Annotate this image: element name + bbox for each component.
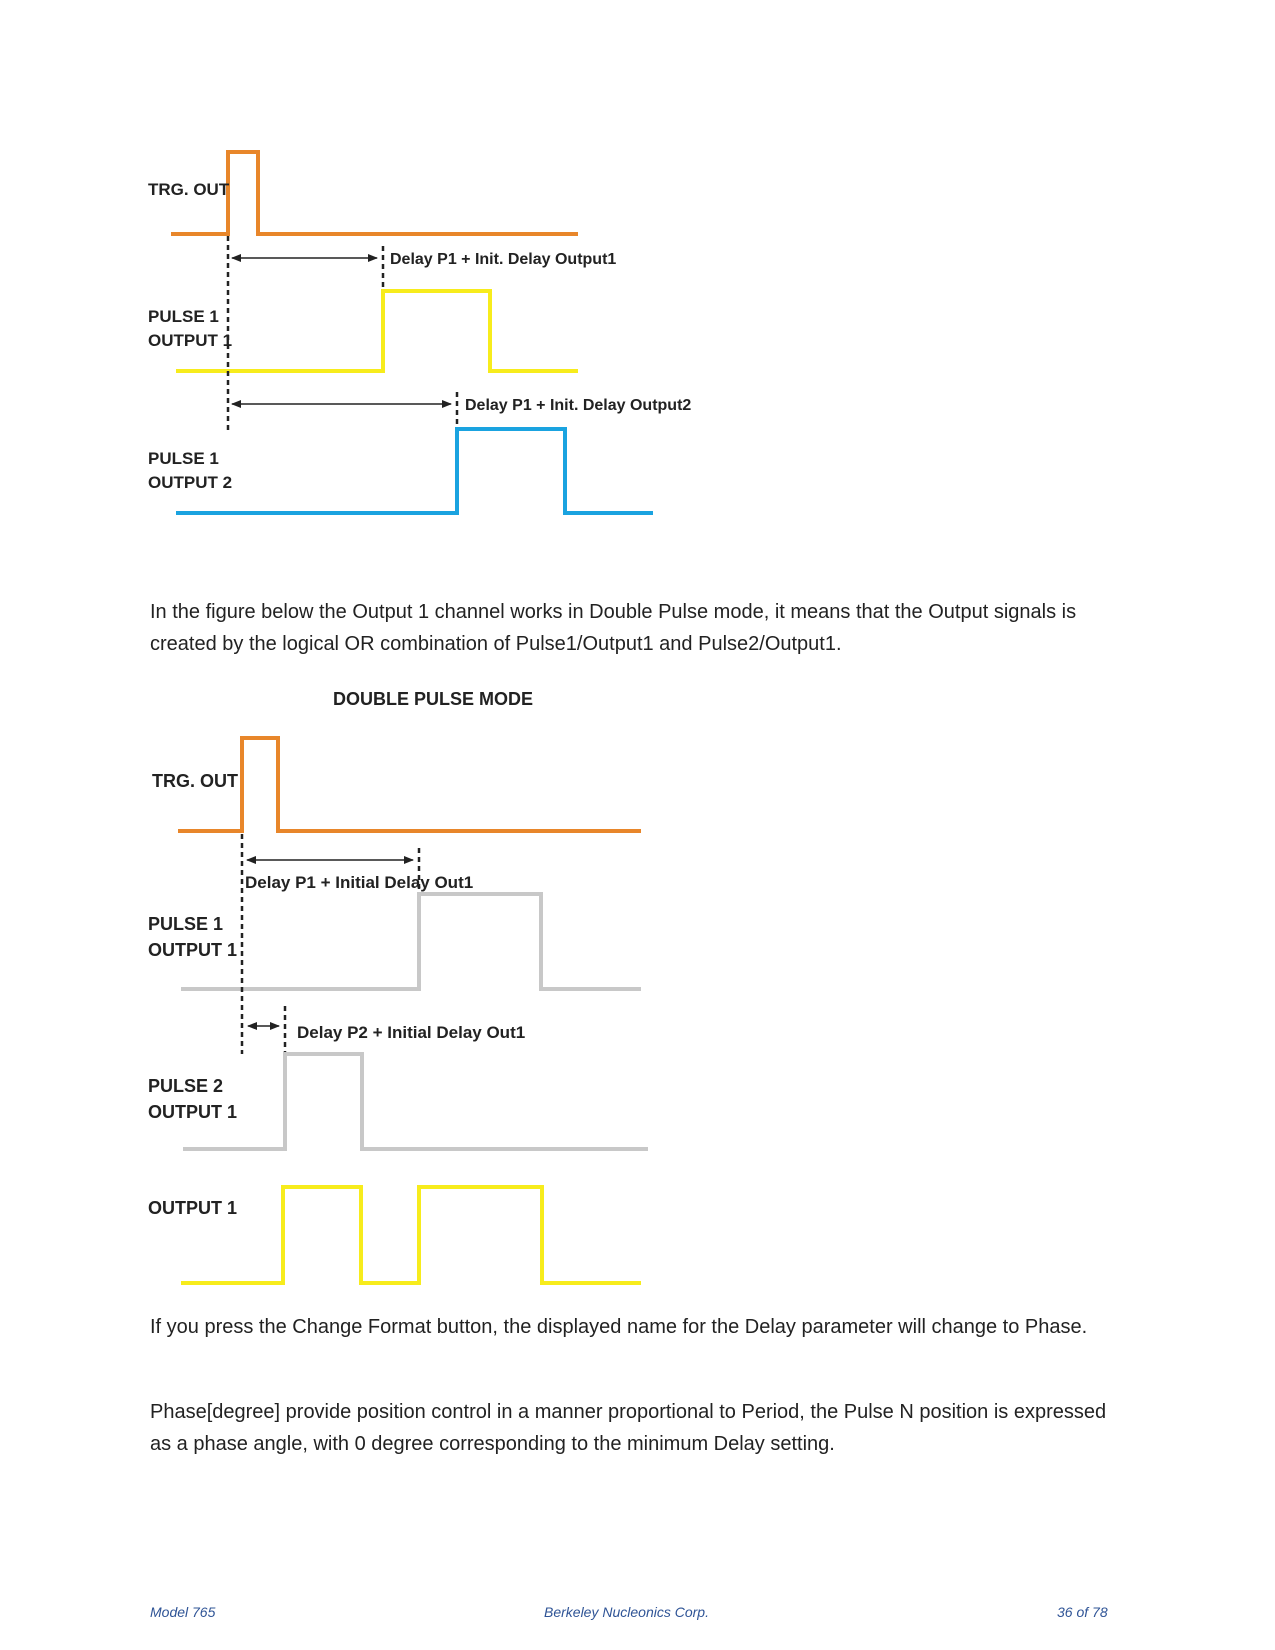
timing-diagram-single-pulse	[0, 0, 1275, 540]
pulse1-output1-waveform	[176, 291, 578, 371]
footer-company: Berkeley Nucleonics Corp.	[544, 1604, 709, 1620]
delay-p1-label: Delay P1 + Initial Delay Out1	[245, 873, 474, 892]
pulse1-output1-label-line1: PULSE 1	[148, 307, 219, 326]
pulse1-output1-label-line1: PULSE 1	[148, 914, 224, 934]
output1-combined-waveform	[181, 1187, 641, 1283]
timing-diagram-double-pulse	[0, 670, 1275, 1300]
output1-label: OUTPUT 1	[148, 1198, 238, 1218]
trg-out-waveform	[178, 738, 641, 831]
pulse1-output1-waveform	[181, 894, 641, 989]
diagram-title: DOUBLE PULSE MODE	[333, 689, 534, 709]
paragraph-double-pulse-intro: In the figure below the Output 1 channel works in Double Pulse mode, it means that the Output signals is created by the logical OR combination of Pulse1/Output1 and Pulse2/Output1.	[150, 601, 1077, 655]
pulse1-output2-waveform	[176, 429, 653, 513]
trg-out-waveform	[171, 152, 578, 234]
paragraph-phase-description: Phase[degree] provide position control in a manner proportional to Period, the Pulse N position is expressed as a phase angle, with 0 degree corresponding to the minimum Delay setting.	[150, 1401, 1107, 1455]
pulse2-output1-label-line1: PULSE 2	[148, 1076, 224, 1096]
pulse1-output2-label-line2: OUTPUT 2	[148, 473, 233, 492]
pulse2-output1-waveform	[183, 1054, 648, 1149]
footer-page-number: 36 of 78	[1057, 1604, 1108, 1620]
trg-out-label: TRG. OUT	[148, 180, 230, 199]
trg-out-label: TRG. OUT	[152, 771, 238, 791]
pulse1-output1-label-line2: OUTPUT 1	[148, 331, 233, 350]
delay-output2-label: Delay P1 + Init. Delay Output2	[465, 397, 692, 414]
pulse2-output1-label-line2: OUTPUT 1	[148, 1102, 238, 1122]
delay-output1-label: Delay P1 + Init. Delay Output1	[390, 251, 617, 268]
footer-model: Model 765	[150, 1604, 216, 1620]
pulse1-output1-label-line2: OUTPUT 1	[148, 940, 238, 960]
delay-p2-label: Delay P2 + Initial Delay Out1	[297, 1023, 526, 1042]
pulse1-output2-label-line1: PULSE 1	[148, 449, 219, 468]
paragraph-change-format: If you press the Change Format button, the displayed name for the Delay parameter will change to Phase.	[150, 1316, 1088, 1338]
